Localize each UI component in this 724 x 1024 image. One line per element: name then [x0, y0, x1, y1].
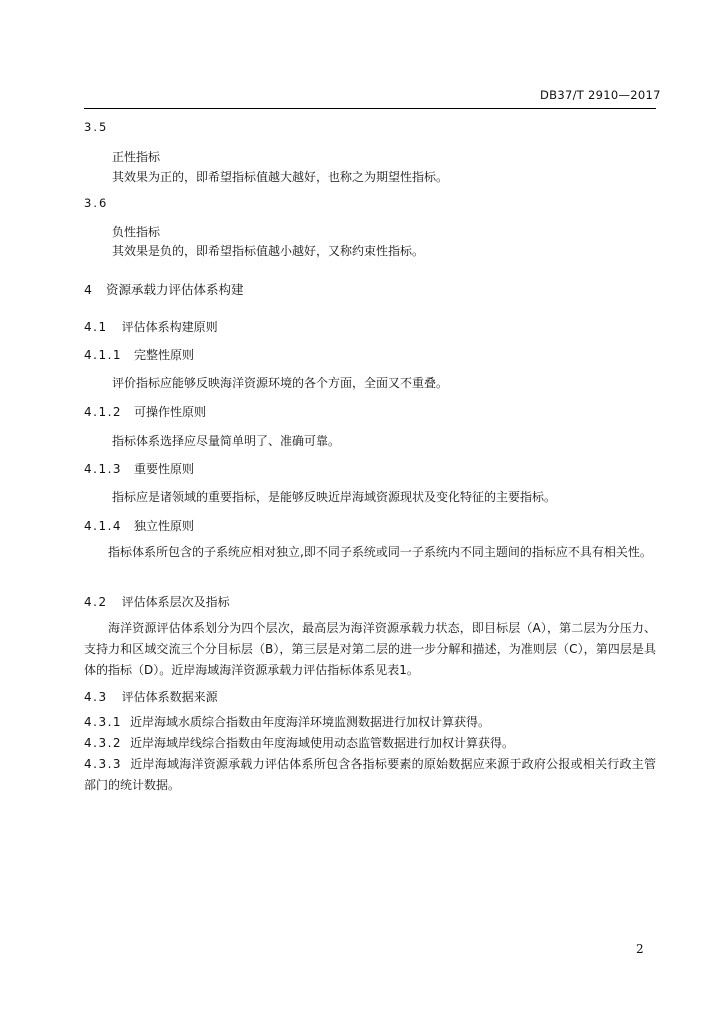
section-4-1-3-number: 4.1.3 — [84, 462, 123, 476]
section-4-3-3-number: 4.3.3 — [84, 757, 123, 771]
section-4-1-4-number: 4.1.4 — [84, 519, 123, 533]
section-3-5-term: 正性指标 — [112, 150, 161, 164]
section-4-1-4-heading — [84, 517, 194, 534]
section-4-3-1-text: 近岸海域水质综合指数由年度海洋环境监测数据进行加权计算获得。 — [130, 715, 491, 729]
section-4-number: 4 — [84, 282, 92, 297]
section-4-3-3-item — [84, 754, 656, 796]
document-id-header: DB37/T 2910—2017 — [540, 88, 661, 102]
section-4-2-text: 海洋资源评估体系划分为四个层次，最高层为海洋资源承载力状态，即目标层（A），第二层为分压力、支持力和区域交流三个分目标层（B），第三层是对第二层的进一步分解和描述，为准则层（C），第四层是具体的指标（D）。近岸海域海洋资源承载力评估指标体系见表1。 — [84, 621, 656, 677]
section-3-5-definition: 其效果为正的，即希望指标值越大越好，也称之为期望性指标。 — [112, 170, 449, 184]
section-4-heading — [84, 280, 243, 298]
section-4-2-title: 评估体系层次及指标 — [121, 595, 230, 609]
section-4-1-1-text: 评价指标应能够反映海洋资源环境的各个方面，全面又不重叠。 — [112, 376, 449, 390]
header-rule — [84, 108, 656, 109]
section-4-1-4-title: 独立性原则 — [134, 519, 195, 533]
section-4-1-1-heading — [84, 346, 194, 363]
section-4-1-1-title: 完整性原则 — [134, 348, 195, 362]
section-4-1-2-title: 可操作性原则 — [134, 405, 207, 419]
section-4-2-heading — [84, 593, 230, 610]
section-4-1-3-text: 指标应是诸领域的重要指标，是能够反映近岸海域资源现状及变化特征的主要指标。 — [112, 490, 557, 504]
section-3-5-number: 3.5 — [84, 120, 109, 134]
section-4-2-number: 4.2 — [84, 595, 108, 609]
section-4-3-2-text: 近岸海域岸线综合指数由年度海域使用动态监管数据进行加权计算获得。 — [130, 736, 515, 750]
section-4-1-3-title: 重要性原则 — [134, 462, 195, 476]
section-4-title: 资源承载力评估体系构建 — [105, 282, 244, 297]
section-3-6-number: 3.6 — [84, 196, 109, 210]
section-4-3-3-text: 近岸海域海洋资源承载力评估体系所包含各指标要素的原始数据应来源于政府公报或相关行政主管部门的统计数据。 — [84, 757, 656, 792]
section-4-3-2-item — [84, 733, 656, 754]
section-4-1-1-number: 4.1.1 — [84, 348, 123, 362]
section-4-1-4-text: 指标体系所包含的子系统应相对独立,即不同子系统或同一子系统内不同主题间的指标应不具有相关性。 — [108, 545, 652, 559]
section-4-1-3-heading — [84, 460, 194, 477]
section-4-1-2-heading — [84, 403, 206, 420]
section-4-1-2-number: 4.1.2 — [84, 405, 123, 419]
section-4-3-1-number: 4.3.1 — [84, 715, 123, 729]
section-4-3-number: 4.3 — [84, 690, 108, 704]
section-4-1-heading — [84, 318, 218, 335]
section-3-6-term: 负性指标 — [112, 225, 161, 239]
section-4-3-2-number: 4.3.2 — [84, 736, 123, 750]
section-4-3-1-item — [84, 712, 656, 733]
section-4-1-title: 评估体系构建原则 — [121, 320, 218, 334]
section-3-6-definition: 其效果是负的，即希望指标值越小越好，又称约束性指标。 — [112, 244, 425, 258]
section-4-3-title: 评估体系数据来源 — [121, 690, 218, 704]
section-4-1-number: 4.1 — [84, 320, 108, 334]
page-number: 2 — [636, 942, 644, 956]
section-4-1-2-text: 指标体系选择应尽量简单明了、准确可靠。 — [112, 434, 341, 448]
section-4-3-heading — [84, 688, 218, 705]
